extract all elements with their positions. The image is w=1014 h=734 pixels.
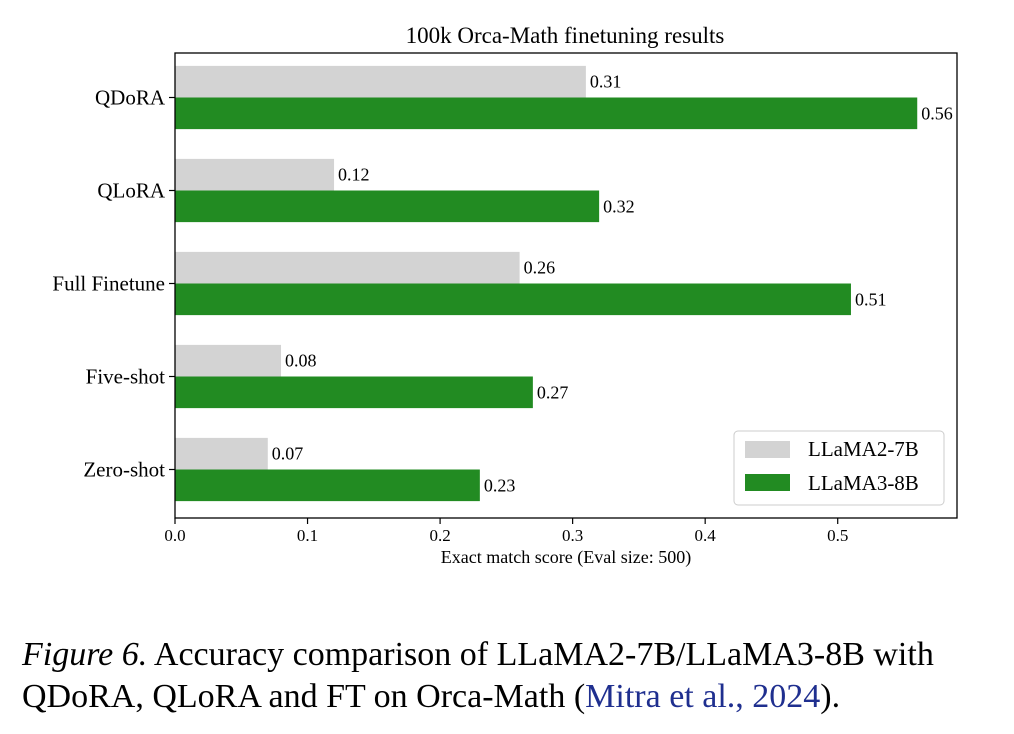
x-axis-label: Exact match score (Eval size: 500) <box>440 547 692 567</box>
y-tick-label-full-finetune: Full Finetune <box>52 271 165 296</box>
bar-full-finetune-llama3-8b <box>175 284 851 316</box>
caption-end: ). <box>820 678 841 715</box>
x-tick-label-0-1: 0.1 <box>296 526 319 545</box>
legend-label-llama3: LLaMA3-8B <box>808 471 919 495</box>
x-tick-label-0-3: 0.3 <box>562 526 584 545</box>
legend-label-llama2: LLaMA2-7B <box>808 437 919 461</box>
legend <box>734 431 944 505</box>
bar-five-shot-llama3-8b <box>175 377 533 409</box>
legend-swatch-llama2 <box>745 441 790 458</box>
data-label-qlora-llama2-7b: 0.12 <box>338 164 370 185</box>
y-tick-label-qdora: QDoRA <box>94 85 165 110</box>
bar-qlora-llama3-8b <box>175 191 599 223</box>
x-tick-label-0-4: 0.4 <box>694 526 716 545</box>
bar-five-shot-llama2-7b <box>175 345 281 377</box>
data-label-five-shot-llama3-8b: 0.27 <box>536 382 569 403</box>
data-label-qdora-llama2-7b: 0.31 <box>589 71 622 92</box>
data-label-full-finetune-llama2-7b: 0.26 <box>523 257 556 278</box>
x-tick-label-0-0: 0.0 <box>164 526 186 545</box>
figure-caption <box>22 634 997 718</box>
bar-qdora-llama2-7b <box>175 66 586 98</box>
bar-qdora-llama3-8b <box>175 98 917 130</box>
data-label-zero-shot-llama3-8b: 0.23 <box>483 475 516 496</box>
citation-link[interactable]: Mitra et al., 2024 <box>585 678 821 715</box>
data-label-zero-shot-llama2-7b: 0.07 <box>271 443 304 464</box>
data-label-five-shot-llama2-7b: 0.08 <box>285 350 317 371</box>
bar-full-finetune-llama2-7b <box>175 252 520 284</box>
data-label-qdora-llama3-8b: 0.56 <box>921 103 953 124</box>
chart-title: 100k Orca-Math finetuning results <box>405 23 725 48</box>
x-tick-label-0-2: 0.2 <box>429 526 451 545</box>
data-label-full-finetune-llama3-8b: 0.51 <box>854 289 887 310</box>
bar-qlora-llama2-7b <box>175 159 334 191</box>
y-tick-label-zero-shot: Zero-shot <box>83 457 165 482</box>
bar-zero-shot-llama2-7b <box>175 438 268 470</box>
legend-swatch-llama3 <box>745 474 790 491</box>
figure-label: Figure 6. <box>22 636 148 673</box>
bar-zero-shot-llama3-8b <box>175 470 480 502</box>
y-tick-label-five-shot: Five-shot <box>85 364 165 389</box>
x-tick-label-0-5: 0.5 <box>827 526 849 545</box>
caption-text: Accuracy comparison of LLaMA2-7B/LLaMA3-8B with QDoRA, QLoRA and FT on Orca-Math ( <box>22 636 934 715</box>
data-label-qlora-llama3-8b: 0.32 <box>603 196 635 217</box>
y-tick-label-qlora: QLoRA <box>97 178 165 203</box>
